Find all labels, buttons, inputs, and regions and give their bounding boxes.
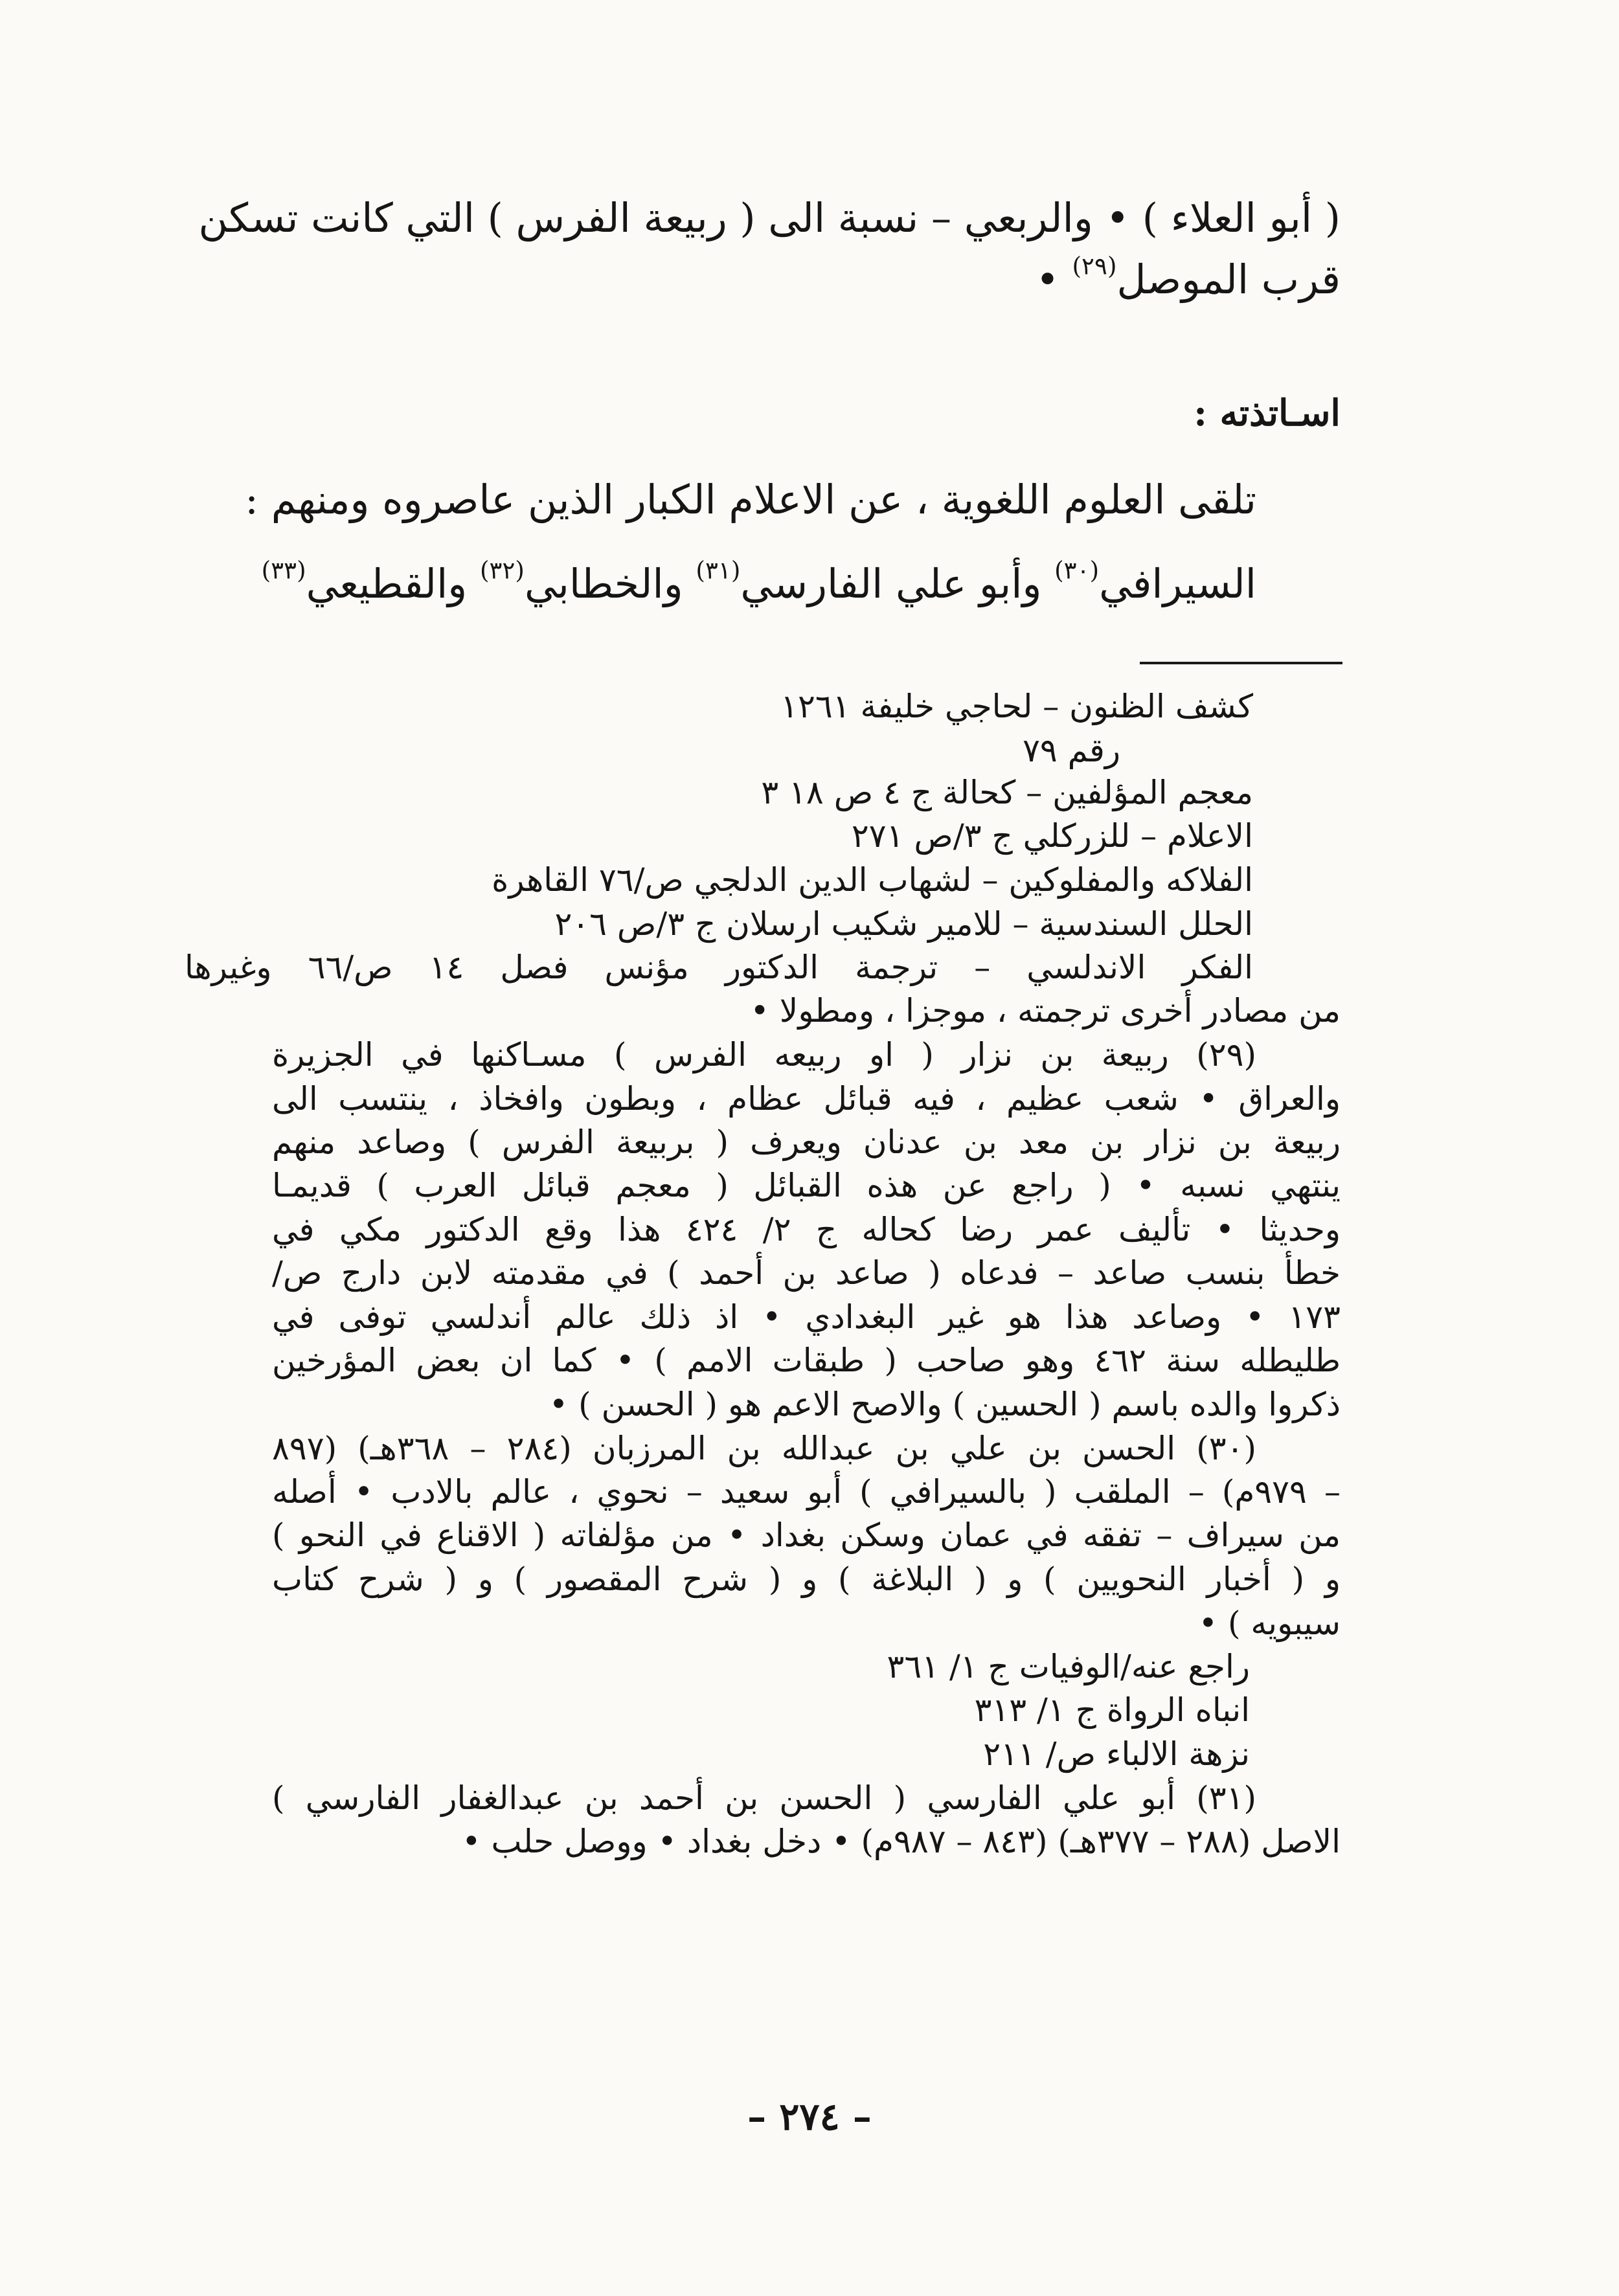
footnote-line-text: كشف الظنون – لحاجي خليفة ١٢٦١ [780, 688, 1253, 725]
footnote-line [975, 1691, 1250, 1729]
footnote-line-text: الفكر الاندلسي – ترجمة الدكتور مؤنس فصل ١٤ ص/٦٦ وغيرها [185, 949, 1253, 986]
footnote-line-text: والعراق • شعب عظيم ، فيه قبائل عظام ، وبطون وافخاذ ، ينتسب الى [272, 1080, 1341, 1118]
footnote-line-text: وحديثا • تأليف عمر رضا كحاله ج ٢/ ٤٢٤ هذا وقع الدكتور مكي في [272, 1211, 1341, 1248]
footnote-line [852, 817, 1253, 855]
footnote-line-text: طليطله سنة ٤٦٢ وهو صاحب ( طبقات الامم ) • كما ان بعض المؤرخين [272, 1342, 1341, 1379]
body-line-3 [245, 476, 1256, 523]
footnote-line-text: و ( أخبار النحويين ) و ( البلاغة ) و ( شرح المقصور ) و ( شرح كتاب [272, 1560, 1341, 1598]
footnote-line-text: الاصل (٢٨٨ – ٣٧٧هـ) (٨٤٣ – ٩٨٧م) • دخل بغداد • ووصل حلب • [462, 1823, 1341, 1860]
footnote-line [780, 688, 1253, 725]
footnote-line [272, 1342, 1341, 1379]
footnote-line-text: الحلل السندسية – للامير شكيب ارسلان ج ٣/ص ٢٠٦ [554, 905, 1253, 943]
teacher-sirafi: السيرافي [1099, 560, 1256, 607]
footnote-line-text: الفلاكه والمفلوكين – لشهاب الدين الدلجي ص/٧٦ القاهرة [492, 861, 1253, 899]
footnote-line [272, 1080, 1341, 1118]
footnote-ref-33[interactable]: (٣٣) [261, 556, 306, 585]
footnote-line-text: معجم المؤلفين – كحالة ج ٤ ص ١٨ ٣ [761, 774, 1253, 811]
page-number [0, 2095, 1619, 2139]
footnote-line-text: انباه الرواة ج ١/ ٣١٣ [974, 1691, 1250, 1729]
body-line-1 [198, 194, 1341, 242]
footnote-line [272, 1036, 1256, 1074]
footnote-line-text: الاعلام – للزركلي ج ٣/ص ٢٧١ [851, 817, 1253, 855]
footnote-line-text: (٣٠) الحسن بن علي بن عبدالله بن المرزبان (٢٨٤ – ٣٦٨هـ) (٨٩٧ [272, 1430, 1256, 1467]
footnote-line [492, 861, 1253, 899]
footnote-line [983, 1735, 1250, 1773]
teacher-khattabi: والخطابي [524, 560, 683, 607]
footnote-line-text: سيبويه ) • [1198, 1604, 1341, 1642]
footnote-separator [1140, 662, 1342, 664]
footnote-line-text: ذكروا والده باسم ( الحسين ) والاصح الاعم هو ( الحسن ) • [549, 1386, 1341, 1423]
section-heading-text: اسـاتذته : [1194, 392, 1341, 434]
body-line-1-text: ( أبو العلاء ) • والربعي – نسبة الى ( ربيعة الفرس ) التي كانت تسكن [198, 194, 1341, 242]
footnote-line [1023, 732, 1120, 769]
footnote-line [887, 1648, 1250, 1685]
footnote-ref-30[interactable]: (٣٠) [1054, 556, 1100, 585]
footnote-line-text: ١٧٣ • وصاعد هذا هو غير البغدادي • اذ ذلك عالم أندلسي توفى في [272, 1298, 1341, 1336]
footnote-line [272, 1560, 1341, 1598]
footnote-line [272, 1298, 1341, 1336]
footnote-line [272, 1254, 1341, 1292]
footnote-ref-29[interactable]: (٢٩) [1072, 251, 1117, 280]
body-line-2-end: • [1036, 256, 1072, 303]
footnote-line-text: – ٩٧٩م) – الملقب ( بالسيرافي ) أبو سعيد – نحوي ، عالم بالادب • أصله [272, 1473, 1341, 1511]
footnote-line [272, 1779, 1256, 1817]
footnote-line [272, 1516, 1341, 1554]
footnote-line [272, 1473, 1341, 1511]
footnote-line-text: ربيعة بن نزار بن معد بن عدنان ويعرف ( بربيعة الفرس ) وصاعد منهم [272, 1123, 1341, 1161]
footnote-line [462, 1823, 1341, 1860]
teacher-farisi: وأبو علي الفارسي [740, 560, 1042, 607]
footnote-line [272, 1430, 1256, 1467]
body-line-2-text: قرب الموصل [1116, 256, 1341, 303]
body-line-3-text: تلقى العلوم اللغوية ، عن الاعلام الكبار الذين عاصروه ومنهم : [245, 476, 1256, 523]
footnote-line-text: خطأ بنسب صاعد – فدعاه ( صاعد بن أحمد ) في مقدمته لابن دارج ص/ [272, 1254, 1341, 1292]
footnote-ref-32[interactable]: (٣٢) [479, 556, 525, 585]
footnote-line [272, 1211, 1341, 1248]
body-line-2 [1036, 251, 1341, 303]
footnote-line-text: رقم ٧٩ [1023, 732, 1120, 769]
footnote-line [554, 905, 1253, 943]
footnote-line [1199, 1604, 1341, 1642]
teachers-line [261, 556, 1256, 607]
footnote-line [272, 1167, 1341, 1204]
footnote-line [185, 949, 1253, 986]
footnote-line [549, 1386, 1341, 1423]
footnote-ref-31[interactable]: (٣١) [696, 556, 741, 585]
footnote-line-text: ينتهي نسبه • ( راجع عن هذه القبائل ( معجم قبائل العرب ) قديمـا [272, 1167, 1341, 1204]
page-number-text: – ٢٧٤ – [747, 2095, 872, 2139]
footnote-line [750, 992, 1341, 1030]
footnote-line-text: نزهة الالباء ص/ ٢١١ [983, 1735, 1250, 1773]
footnote-line-text: من سيراف – تفقه في عمان وسكن بغداد • من مؤلفاته ( الاقناع في النحو ) [272, 1516, 1341, 1554]
footnote-line-text: من مصادر أخرى ترجمته ، موجزا ، ومطولا • [750, 992, 1341, 1030]
footnote-line-text: راجع عنه/الوفيات ج ١/ ٣٦١ [887, 1648, 1250, 1685]
section-heading [1194, 392, 1341, 434]
footnote-line-text: (٢٩) ربيعة بن نزار ( او ربيعه الفرس ) مسـاكنها في الجزيرة [272, 1036, 1256, 1074]
teacher-qatiee: والقطيعي [306, 560, 468, 607]
footnote-line-text: (٣١) أبو علي الفارسي ( الحسن بن أحمد بن عبدالغفار الفارسي ) [272, 1779, 1256, 1817]
footnote-line [272, 1123, 1341, 1161]
footnote-line [761, 774, 1253, 811]
